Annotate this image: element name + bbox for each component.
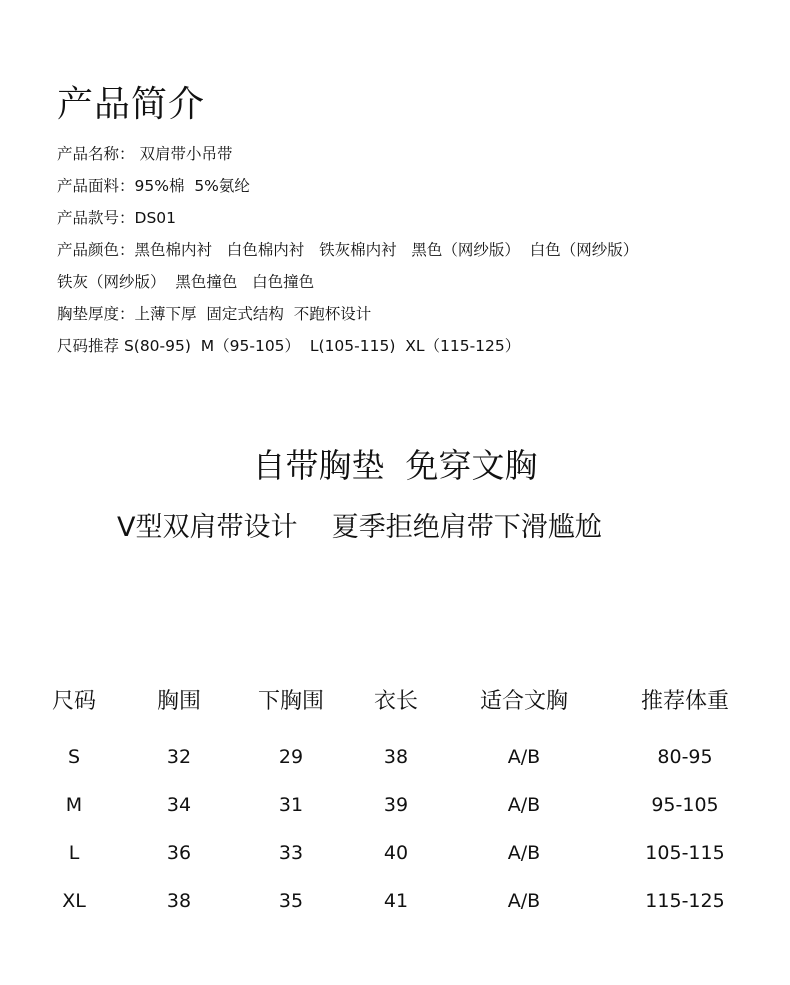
cell-length: 39	[383, 794, 409, 816]
header-underbust: 下胸围	[257, 689, 325, 714]
size-table	[0, 680, 790, 926]
table-row	[0, 878, 790, 926]
cell-underbust: 29	[278, 746, 304, 768]
table-row	[0, 782, 790, 830]
cell-weight: 80-95	[657, 746, 713, 768]
cell-size: S	[67, 746, 81, 768]
cell-bust: 36	[166, 842, 192, 864]
info-label: 产品颜色：	[57, 241, 135, 259]
info-label: 产品面料：	[57, 177, 135, 195]
info-value: 双肩带小吊带	[134, 145, 233, 163]
cell-length: 41	[383, 890, 409, 912]
info-label: 尺码推荐	[57, 337, 124, 355]
slogan-line-2: V型双肩带设计 夏季拒绝肩带下滑尴尬	[117, 512, 602, 543]
info-value: S(80-95) M（95-105） L(105-115) XL（115-125）	[123, 337, 521, 355]
info-label: 产品名称：	[57, 145, 135, 163]
cell-bust: 32	[166, 746, 192, 768]
page-title: 产品简介	[57, 84, 206, 125]
cell-bra-cup: A/B	[507, 842, 541, 864]
header-length: 衣长	[373, 689, 419, 714]
cell-bust: 38	[166, 890, 192, 912]
cell-underbust: 31	[278, 794, 304, 816]
table-header-row	[0, 680, 790, 734]
cell-weight: 95-105	[651, 794, 719, 816]
info-label: 胸垫厚度：	[57, 305, 135, 323]
cell-weight: 115-125	[645, 890, 725, 912]
cell-length: 38	[383, 746, 409, 768]
header-bra-cup: 适合文胸	[479, 689, 569, 714]
cell-size: XL	[62, 890, 86, 912]
cell-bra-cup: A/B	[507, 890, 541, 912]
header-weight: 推荐体重	[640, 689, 730, 714]
info-colors-cont	[57, 268, 757, 300]
cell-size: L	[68, 842, 80, 864]
header-bust: 胸围	[156, 689, 202, 714]
cell-bra-cup: A/B	[507, 746, 541, 768]
header-size: 尺码	[51, 689, 97, 714]
cell-underbust: 35	[278, 890, 304, 912]
product-info	[57, 140, 757, 364]
info-value: 上薄下厚 固定式结构 不跑杯设计	[134, 305, 372, 323]
info-label: 产品款号：	[57, 209, 135, 227]
slogan-line-1: 自带胸垫 免穿文胸	[252, 446, 538, 485]
info-style-number	[57, 204, 757, 236]
cell-bust: 34	[166, 794, 192, 816]
info-name	[57, 140, 757, 172]
table-row	[0, 830, 790, 878]
info-value: 铁灰（网纱版） 黑色撞色 白色撞色	[57, 273, 315, 291]
cell-length: 40	[383, 842, 409, 864]
table-row	[0, 734, 790, 782]
info-pad-thickness	[57, 300, 757, 332]
info-value: DS01	[134, 209, 177, 227]
info-size-recommendation	[57, 332, 757, 364]
info-fabric	[57, 172, 757, 204]
cell-bra-cup: A/B	[507, 794, 541, 816]
cell-size: M	[65, 794, 83, 816]
cell-weight: 105-115	[645, 842, 725, 864]
info-value: 黑色棉内衬 白色棉内衬 铁灰棉内衬 黑色（网纱版） 白色（网纱版）	[134, 241, 639, 259]
info-colors	[57, 236, 757, 268]
info-value: 95%棉 5%氨纶	[134, 177, 250, 195]
cell-underbust: 33	[278, 842, 304, 864]
